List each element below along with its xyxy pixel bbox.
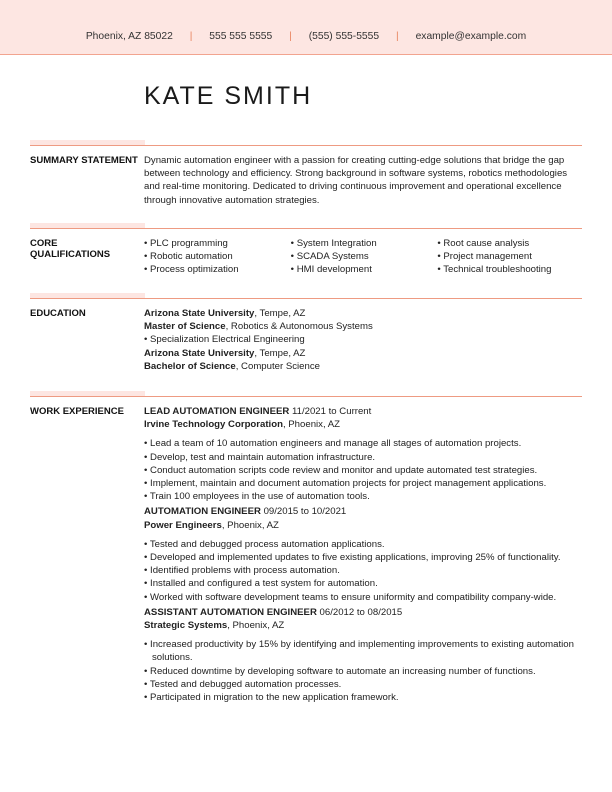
job-dates: 09/2015 to 10/2021 <box>260 506 347 518</box>
qualification-item: • System Integration <box>291 237 438 250</box>
job-title-line <box>144 405 584 418</box>
section-divider <box>30 228 582 229</box>
qualification-item: • Technical troubleshooting <box>437 263 584 276</box>
job-location: , Phoenix, AZ <box>221 519 279 531</box>
contact-header-bar <box>0 0 612 55</box>
contact-phone-1: 555 555 5555 <box>209 31 273 42</box>
degree-field: , Robotics & Autonomous Systems <box>225 321 373 333</box>
job-bullet: • Reduced downtime by developing software to automate an increasing number of functions. <box>144 665 584 678</box>
contact-line <box>0 31 612 42</box>
degree-field: , Computer Science <box>235 360 320 372</box>
job-bullets <box>144 538 584 604</box>
job-company: Power Engineers <box>144 519 222 531</box>
degree-name: Master of Science <box>144 321 226 333</box>
job-entry <box>144 606 584 704</box>
job-company: Strategic Systems <box>144 620 228 632</box>
qualifications-column-1 <box>144 237 291 277</box>
qualification-item: • HMI development <box>291 263 438 276</box>
experience-section <box>144 405 584 706</box>
job-location: , Phoenix, AZ <box>282 419 341 431</box>
summary-text: Dynamic automation engineer with a passion for creating cutting-edge solutions that bridge the gap between technology and efficiency. Strong background in software systems, robotics methodologies and real-time monitoring. Dedicated to driving continuous improvement and operational excellence through innovative automation strategies. <box>144 155 568 206</box>
job-entry <box>144 405 584 503</box>
job-bullet: • Tested and debugged process automation applications. <box>144 538 584 551</box>
qualification-item: • PLC programming <box>144 237 291 250</box>
qualifications-section <box>144 237 584 277</box>
job-bullet: • Implement, maintain and document automation projects for project management applications. <box>144 477 584 490</box>
education-entry-school <box>144 347 584 360</box>
job-bullets <box>144 437 584 503</box>
job-title: LEAD AUTOMATION ENGINEER <box>144 406 290 417</box>
qualification-item: • Robotic automation <box>144 250 291 263</box>
job-title: AUTOMATION ENGINEER <box>144 506 261 518</box>
education-section <box>144 307 584 373</box>
job-bullet: • Increased productivity by 15% by identifying and implementing improvements to existing automation solutions. <box>144 638 584 664</box>
qualifications-label: CORE QUALIFICATIONS <box>30 238 111 260</box>
job-bullet: • Tested and debugged automation processes. <box>144 678 584 691</box>
candidate-name: KATE SMITH <box>144 82 313 110</box>
job-bullet: • Develop, test and maintain automation infrastructure. <box>144 451 584 464</box>
section-divider <box>30 298 582 299</box>
qualification-item: • Process optimization <box>144 263 291 276</box>
job-bullets <box>144 638 584 704</box>
job-company-line <box>144 519 584 532</box>
education-entry-school <box>144 307 584 320</box>
qualifications-column-2 <box>291 237 438 277</box>
summary-label: SUMMARY STATEMENT <box>30 155 138 166</box>
job-bullet: • Identified problems with process automation. <box>144 564 584 577</box>
job-title-line <box>144 606 584 619</box>
job-bullet: • Worked with software development teams to ensure uniformity and compatibility company-wide. <box>144 591 584 604</box>
education-note: • Specialization Electrical Engineering <box>144 333 584 346</box>
experience-label: WORK EXPERIENCE <box>30 406 124 417</box>
job-dates: 11/2021 to Current <box>289 406 372 417</box>
job-bullet: • Installed and configured a test system for automation. <box>144 577 584 590</box>
degree-name: Bachelor of Science <box>144 360 236 372</box>
job-company-line <box>144 619 584 632</box>
job-company-line <box>144 418 584 431</box>
section-divider <box>30 145 582 146</box>
contact-separator: | <box>289 31 292 42</box>
job-company: Irvine Technology Corporation <box>144 419 283 431</box>
job-bullet: • Train 100 employees in the use of automation tools. <box>144 490 584 503</box>
job-location: , Phoenix, AZ <box>227 620 285 632</box>
contact-separator: | <box>189 31 193 42</box>
school-name: Arizona State University <box>144 308 255 319</box>
section-divider <box>30 396 582 397</box>
qualification-item: • Root cause analysis <box>437 237 584 250</box>
contact-email: example@example.com <box>415 31 527 42</box>
job-dates: 06/2012 to 08/2015 <box>316 606 403 618</box>
job-entry <box>144 505 584 603</box>
job-bullet: • Participated in migration to the new application framework. <box>144 691 584 704</box>
school-location: , Tempe, AZ <box>254 347 306 359</box>
qualification-item: • SCADA Systems <box>291 250 438 263</box>
contact-separator: | <box>396 31 399 42</box>
job-bullet: • Developed and implemented updates to five existing applications, improving 25% of functionality. <box>144 551 584 564</box>
school-location: , Tempe, AZ <box>254 308 306 319</box>
education-entry-degree <box>144 320 584 333</box>
job-bullet: • Lead a team of 10 automation engineers and manage all stages of automation projects. <box>144 437 584 450</box>
qualification-item: • Project management <box>437 250 584 263</box>
job-title-line <box>144 505 584 518</box>
job-title: ASSISTANT AUTOMATION ENGINEER <box>144 606 317 618</box>
job-bullet: • Conduct automation scripts code review and monitor and update automated test strategies. <box>144 464 584 477</box>
contact-address: Phoenix, AZ 85022 <box>85 31 173 42</box>
contact-phone-2: (555) 555-5555 <box>308 31 380 42</box>
school-name: Arizona State University <box>144 347 255 359</box>
education-entry-degree <box>144 360 584 373</box>
education-label: EDUCATION <box>30 308 86 319</box>
summary-section <box>144 154 584 207</box>
qualifications-column-3 <box>437 237 584 277</box>
